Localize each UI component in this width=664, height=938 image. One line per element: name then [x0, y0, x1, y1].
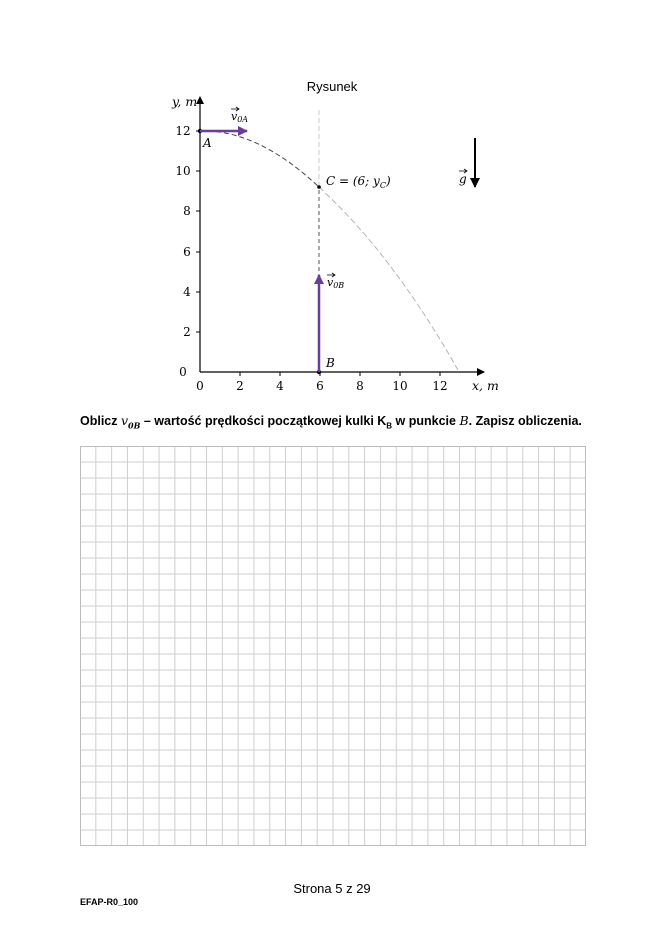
task-instruction: Oblicz $v_{0B}$ – wartość prędkości początkowej kulki $K_B$ w punkcie B. Zapisz obliczenia.	[80, 413, 582, 431]
exam-code: EFAP-R0_100	[80, 897, 139, 907]
y-tick-label: 2	[183, 325, 191, 339]
x-tick-label: 2	[236, 379, 244, 393]
y-tick-label: 12	[175, 124, 191, 138]
v0b-label: v0B	[327, 276, 345, 290]
point-b-label: B	[326, 356, 335, 370]
v0a-label: v0A	[231, 110, 249, 124]
answer-grid[interactable]	[80, 446, 586, 846]
point-c	[317, 185, 321, 189]
task-variable: $v_{0B}$	[120, 413, 141, 431]
figure-title: Rysunek	[306, 79, 358, 94]
trajectory-a-upper	[200, 131, 319, 187]
x-axis-label: x, m	[472, 378, 499, 393]
x-tick-label: 0	[196, 379, 204, 393]
x-tick-label: 6	[316, 379, 324, 393]
x-tick-label: 4	[276, 379, 284, 393]
x-tick-label: 12	[432, 379, 448, 393]
point-a-label: A	[203, 136, 212, 150]
trajectory-a-lower	[319, 187, 458, 370]
vector-arrow-marks	[231, 107, 467, 277]
y-tick-label: 8	[183, 204, 191, 218]
trajectory-figure	[0, 0, 664, 410]
x-tick-label: 10	[392, 379, 408, 393]
g-label: g	[459, 172, 467, 186]
point-c-label: C = (6; $y_C$)	[326, 174, 391, 190]
y-tick-label: 0	[179, 365, 187, 379]
y-tick-label: 6	[183, 245, 191, 259]
x-tick-label: 8	[356, 379, 364, 393]
page-number: Strona 5 z 29	[293, 881, 371, 896]
y-tick-label: 4	[183, 285, 191, 299]
y-tick-label: 10	[175, 164, 191, 178]
y-axis-label: y, m	[172, 94, 198, 109]
